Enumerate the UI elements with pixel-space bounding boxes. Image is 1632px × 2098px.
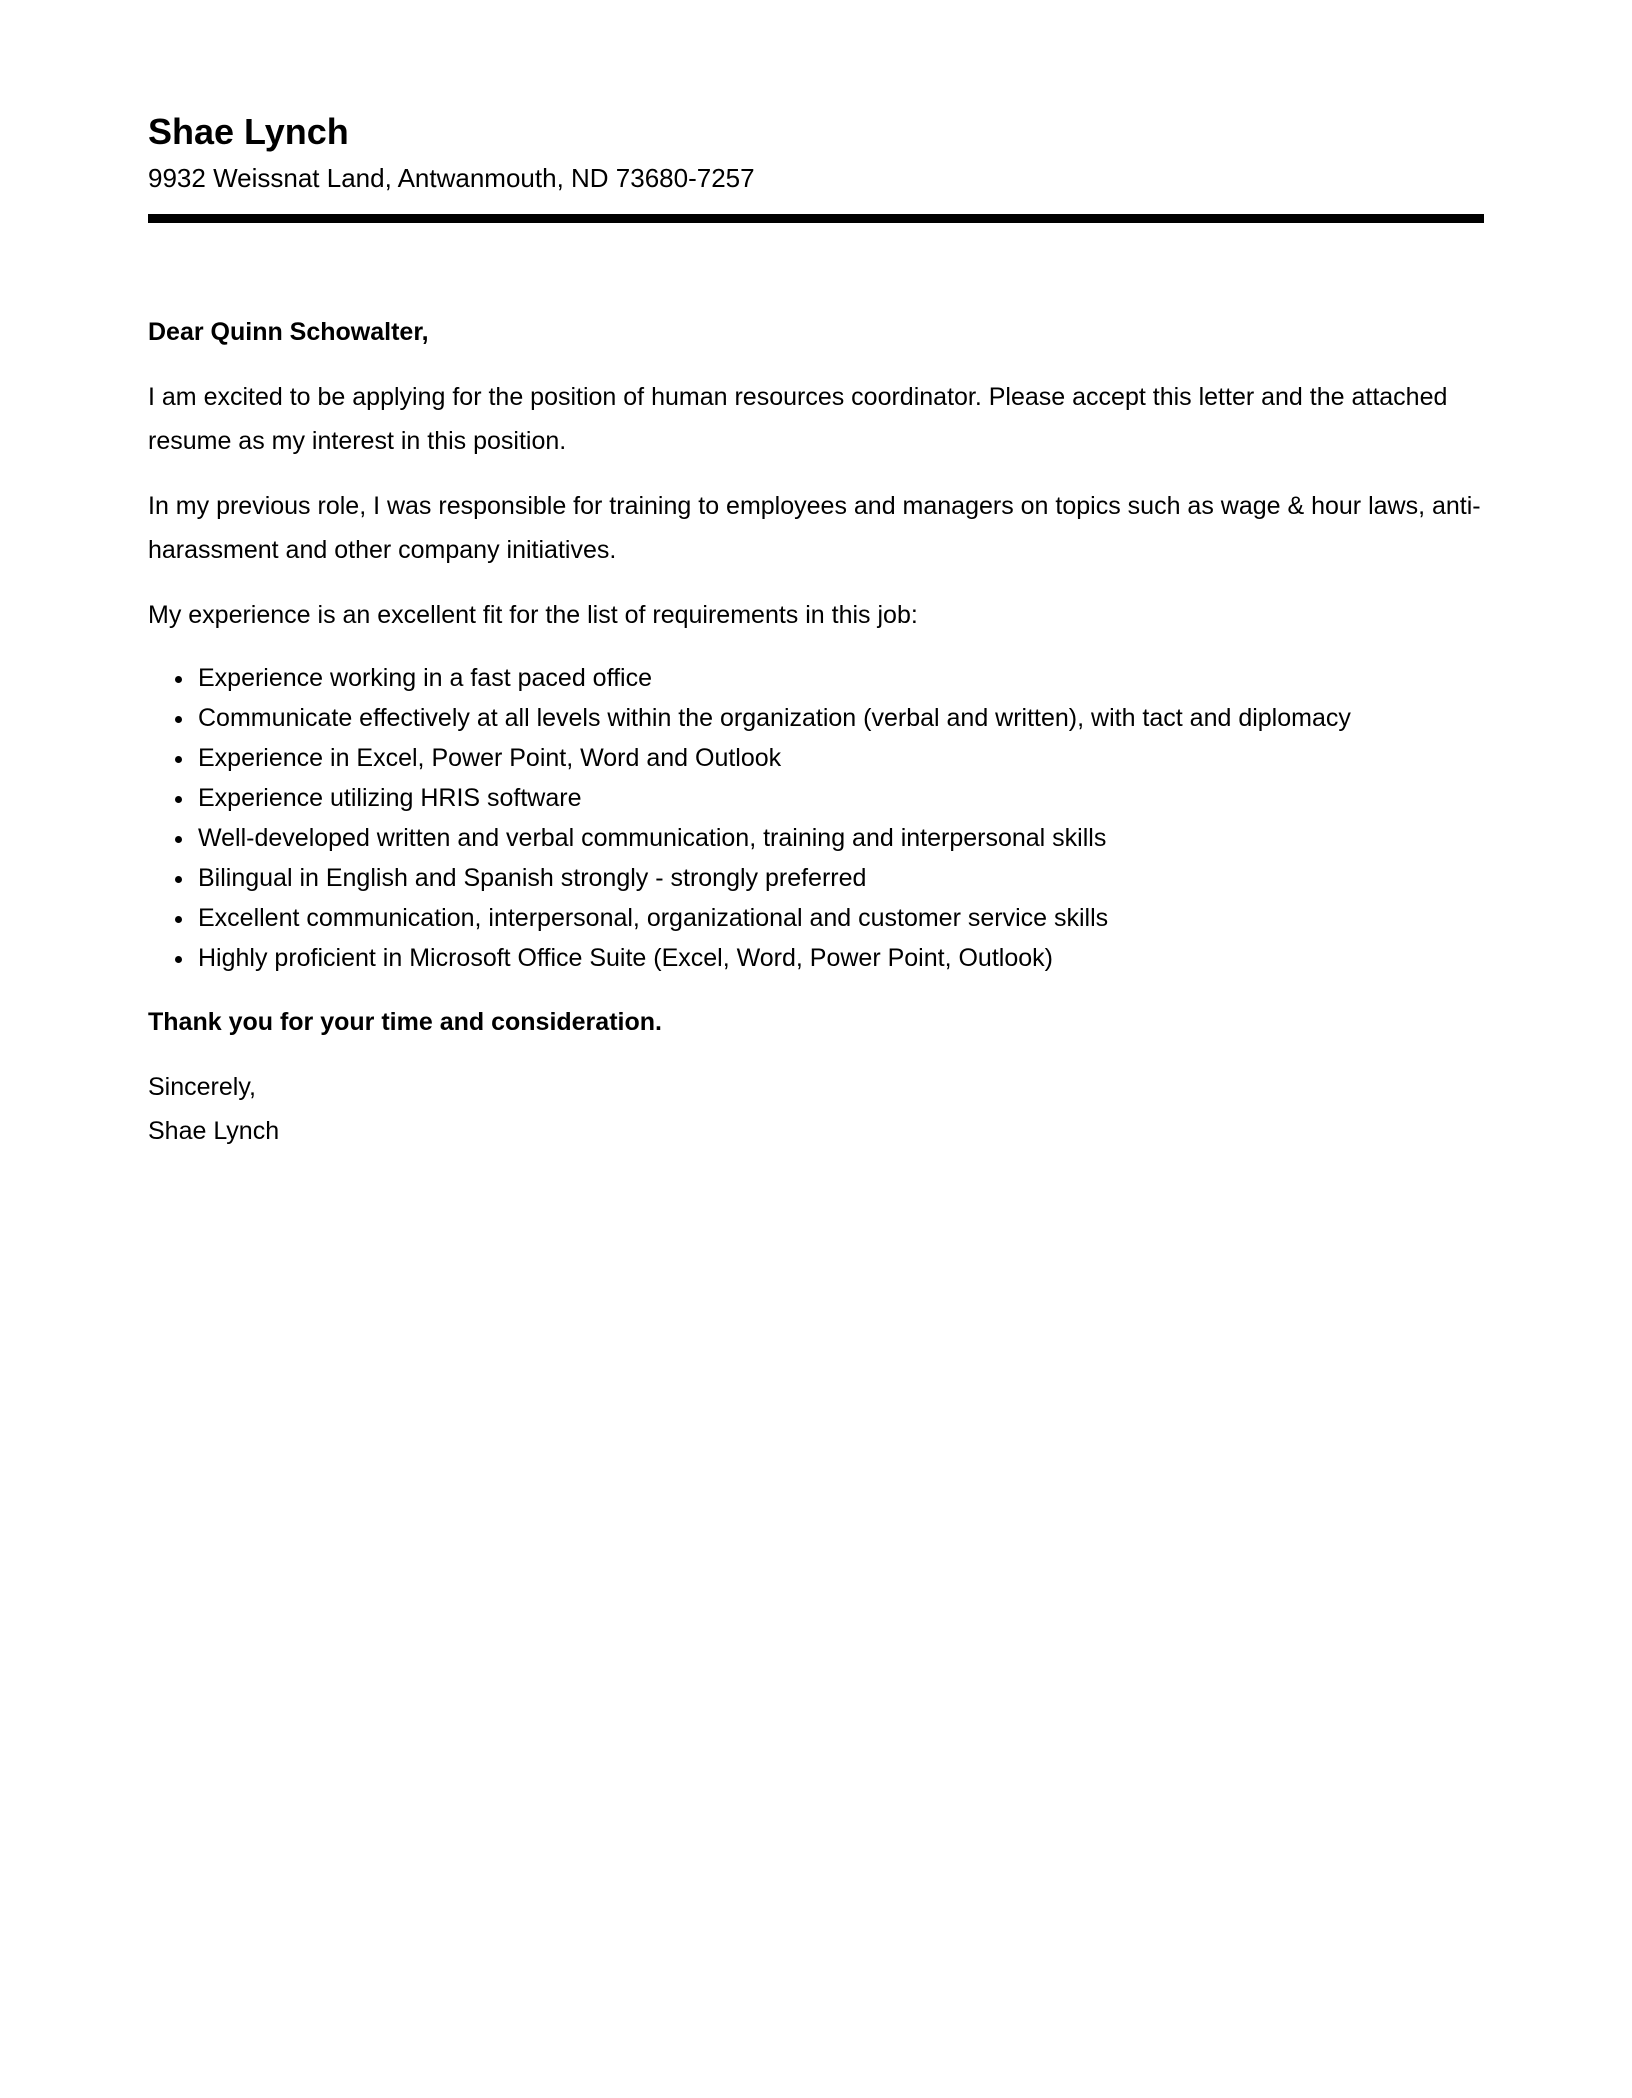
list-item: • Experience utilizing HRIS software <box>196 778 1484 818</box>
list-item: • Experience in Excel, Power Point, Word and Outlook <box>196 738 1484 778</box>
list-item: • Excellent communication, interpersonal, organizational and customer service skills <box>196 898 1484 938</box>
list-item: • Experience working in a fast paced office <box>196 658 1484 698</box>
paragraph-intro: I am excited to be applying for the position of human resources coordinator. Please accept this letter and the attached resume as my interest in this position. <box>148 383 1448 455</box>
salutation: Dear Quinn Schowalter, <box>148 318 429 346</box>
paragraph-requirements-intro: My experience is an excellent fit for the list of requirements in this job: <box>148 601 918 629</box>
header-divider <box>148 214 1484 220</box>
signature-block <box>148 1065 1484 1153</box>
signature-name: Shae Lynch <box>148 1117 280 1145</box>
requirements-list <box>148 658 1484 978</box>
list-item: • Bilingual in English and Spanish strongly - strongly preferred <box>196 858 1484 898</box>
list-item: • Communicate effectively at all levels within the organization (verbal and written), with tact and diplomacy <box>196 698 1484 738</box>
letter-body <box>148 310 1484 1153</box>
list-item: • Highly proficient in Microsoft Office Suite (Excel, Word, Power Point, Outlook) <box>196 938 1484 978</box>
list-item: • Well-developed written and verbal communication, training and interpersonal skills <box>196 818 1484 858</box>
sender-address: 9932 Weissnat Land, Antwanmouth, ND 73680-7257 <box>148 163 755 193</box>
sender-name: Shae Lynch <box>148 111 349 152</box>
cover-letter <box>148 108 1484 1153</box>
paragraph-experience: In my previous role, I was responsible for training to employees and managers on topics such as wage & hour laws, anti-harassment and other company initiatives. <box>148 492 1481 564</box>
signoff: Sincerely, <box>148 1073 256 1101</box>
closing-line: Thank you for your time and consideration. <box>148 1008 662 1036</box>
